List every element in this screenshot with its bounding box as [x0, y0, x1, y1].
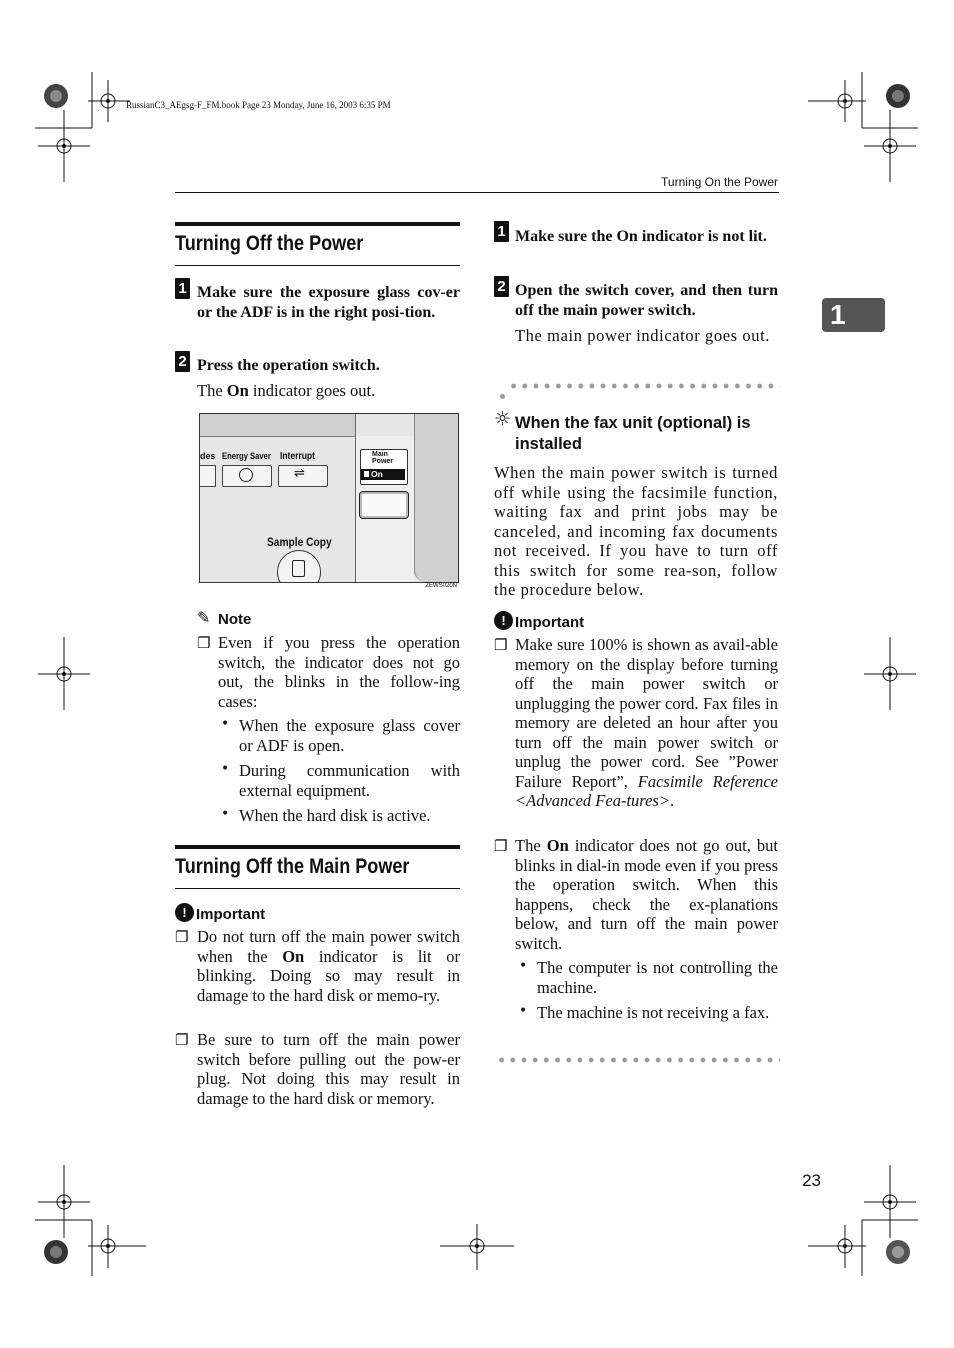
item-pre: The: [515, 836, 547, 855]
pencil-icon: ✎: [197, 608, 211, 627]
reference-title: Facsimile Reference <Advanced Fea-tures>: [515, 771, 779, 810]
section-rule: [175, 265, 460, 266]
tip-bottom-rule: [496, 1057, 780, 1063]
lightbulb-icon: ☼: [494, 408, 512, 430]
item-pre: Make sure 100% is shown as avail-able memory on the display before turning off the main power switch or unplugging the power cord. Fax files in memory are deleted an hour after you turn off the main power switch or unplug the power cord. See ”Power Failure Report”,: [515, 635, 778, 791]
tip-corner-dot: [500, 394, 505, 399]
result-pre: The: [197, 381, 227, 400]
interrupt-icon: ⇌: [294, 466, 305, 481]
running-header: Turning On the Power: [661, 175, 778, 189]
section-title: Turning Off the Main Power: [175, 855, 410, 878]
note-label: Note: [218, 611, 252, 628]
control-panel-figure: [199, 413, 459, 583]
bullet-icon: •: [221, 716, 230, 732]
checkbox-icon: ❐: [494, 837, 508, 855]
energy-saver-icon: [239, 468, 253, 482]
modes-label: des: [200, 451, 216, 461]
important-item: [197, 927, 460, 1005]
bullet-icon: •: [519, 1003, 528, 1019]
item-end: .: [669, 791, 675, 810]
important-item: Be sure to turn off the main power switch before pulling out the pow-er plug. Not doing this may result in damage to the hard disk or memory.: [197, 1030, 460, 1108]
figure-code: ZEWS020N: [425, 583, 457, 589]
important-label: Important: [515, 614, 585, 631]
important-icon: !: [175, 903, 194, 922]
on-term: On: [546, 836, 569, 855]
header-rule: [175, 192, 779, 193]
bullet-icon: •: [221, 806, 230, 822]
item-post: indicator is lit or blinking. Doing so may result in damage to the hard disk or memo-ry.: [197, 946, 460, 1005]
on-indicator-lamp: [364, 471, 369, 477]
step-result: The main power indicator goes out.: [515, 326, 771, 345]
important-item: [515, 836, 778, 953]
tip-title: When the fax unit (optional) is installed: [515, 414, 751, 453]
step-text: Make sure the On indicator is not lit.: [515, 228, 767, 245]
checkbox-icon: ❐: [175, 1031, 189, 1049]
step-text: Press the operation switch.: [197, 357, 380, 374]
section-rule: [175, 888, 460, 889]
tip-bullet: The machine is not receiving a fax.: [537, 1003, 770, 1022]
on-term: On: [282, 946, 305, 966]
tip-top-rule: [508, 383, 780, 389]
modes-key[interactable]: [200, 465, 216, 487]
on-term: On: [226, 381, 249, 400]
bullet-icon: •: [519, 958, 528, 974]
important-label: Important: [196, 906, 266, 923]
energy-saver-label: Energy Saver: [222, 451, 271, 461]
section-title: Turning Off the Power: [175, 232, 364, 255]
operation-switch[interactable]: [359, 491, 409, 519]
sample-copy-label: Sample Copy: [267, 535, 332, 549]
note-item: Even if you press the operation switch, the indicator does not go out, the blinks in the follow-ing cases:: [218, 633, 460, 711]
note-bullet: During communication with external equipment.: [239, 761, 460, 800]
panel-top-band: [200, 414, 355, 437]
result-post: indicator goes out.: [248, 381, 376, 400]
step-number: 2: [494, 276, 509, 297]
bullet-icon: •: [221, 761, 230, 777]
important-item: [515, 635, 778, 811]
step-number: 2: [175, 351, 190, 372]
checkbox-icon: ❐: [494, 636, 508, 654]
note-bullet: When the exposure glass cover or ADF is open.: [239, 716, 460, 755]
print-info: RussianC3_AEgsg-F_FM.book Page 23 Monday, June 16, 2003 6:35 PM: [126, 100, 391, 110]
main-power-label-1: Main: [372, 451, 388, 458]
step-text: Make sure the exposure glass cov-er or the ADF is in the right posi-tion.: [197, 284, 460, 321]
step-number: 1: [175, 278, 190, 299]
note-bullet: When the hard disk is active.: [239, 806, 431, 825]
page-number: 23: [802, 1171, 821, 1190]
sample-copy-icon: [292, 560, 305, 577]
tip-bullet: The computer is not controlling the machine.: [537, 958, 778, 997]
panel-edge: [414, 414, 459, 582]
section-bar: [175, 222, 460, 226]
interrupt-label: Interrupt: [280, 451, 315, 462]
checkbox-icon: ❐: [175, 928, 189, 946]
item-pre: Do not turn off the main power switch when the: [197, 927, 460, 966]
step-text: Open the switch cover, and then turn off the main power switch.: [515, 282, 778, 319]
item-post: indicator does not go out, but blinks in dial-in mode even if you press the operation switch. When this happens, check the ex-planations below, and turn off the main power switch.: [515, 836, 778, 953]
chapter-tab: 1: [822, 298, 885, 332]
step-number: 1: [494, 221, 509, 242]
important-icon: !: [494, 611, 513, 630]
step-result: [197, 381, 460, 401]
section-bar: [175, 845, 460, 849]
on-label: On: [371, 469, 383, 479]
main-power-label-2: Power: [372, 458, 394, 465]
checkbox-icon: ❐: [197, 634, 211, 652]
tip-body: When the main power switch is turned off while using the facsimile function, waiting fax and print jobs may be canceled, and incoming fax documents not received. If you have to turn off this switch for some rea-son, follow the procedure below.: [494, 463, 778, 599]
